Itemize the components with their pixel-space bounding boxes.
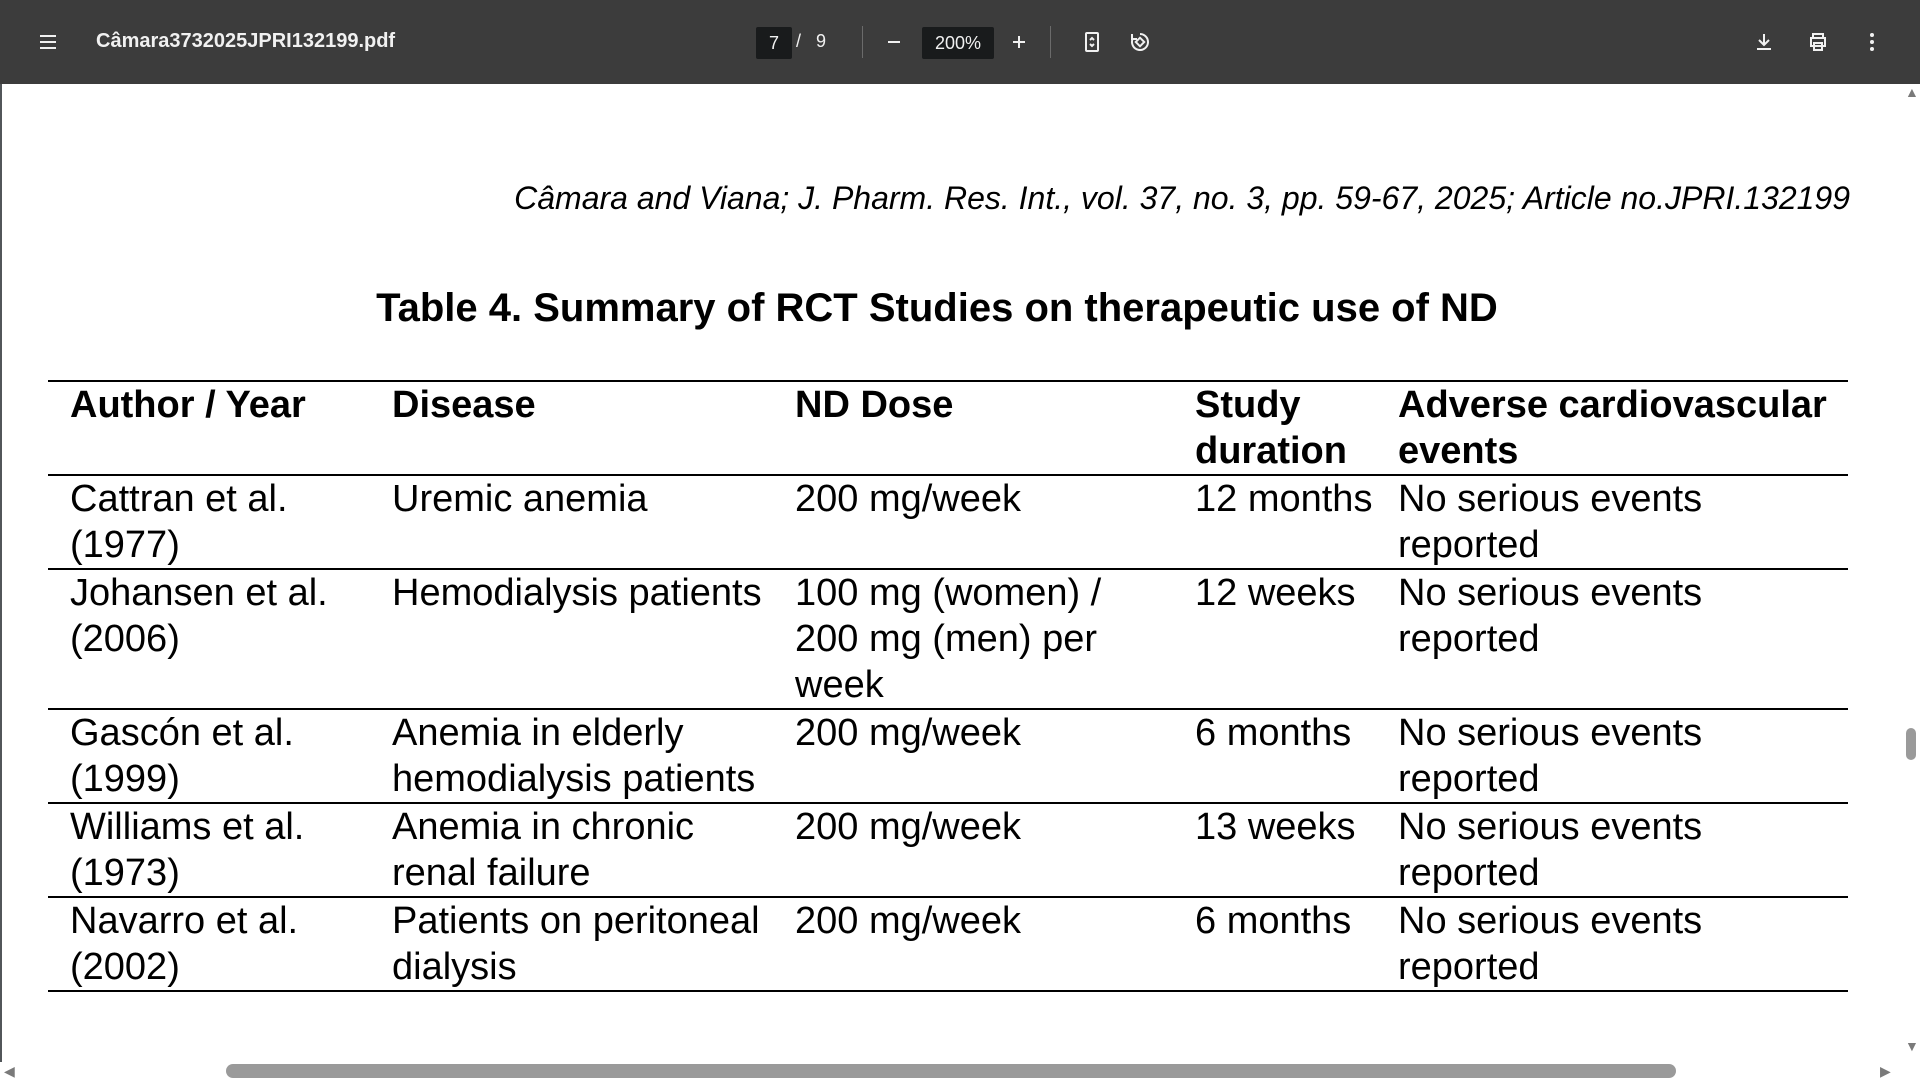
scroll-down-arrow-icon[interactable]: ▼	[1905, 1038, 1919, 1054]
horizontal-scroll-thumb[interactable]	[226, 1064, 1676, 1078]
hamburger-menu-icon[interactable]	[28, 22, 68, 62]
page-number-input[interactable]	[756, 27, 792, 59]
table-cell: No serious events reported	[1398, 478, 1703, 566]
print-button[interactable]	[1798, 22, 1838, 62]
table-cell: Hemodialysis patients	[392, 572, 762, 614]
table-row	[48, 897, 1848, 991]
scroll-left-arrow-icon[interactable]: ◀	[4, 1063, 15, 1079]
table-cell: 12 months	[1195, 478, 1373, 520]
table-cell: 6 months	[1195, 900, 1352, 942]
table-row	[48, 569, 1848, 709]
more-vert-icon	[1860, 30, 1884, 54]
header-nd-dose: ND Dose	[795, 384, 954, 426]
fit-page-button[interactable]	[1072, 22, 1112, 62]
page-total: 9	[816, 31, 827, 51]
document-title: Câmara3732025JPRI132199.pdf	[96, 30, 396, 52]
table-header-row	[48, 381, 1848, 475]
print-icon	[1806, 30, 1830, 54]
download-button[interactable]	[1744, 22, 1784, 62]
table-cell: 13 weeks	[1195, 806, 1356, 848]
zoom-input[interactable]	[922, 27, 994, 59]
table-cell: Anemia in chronic renal failure	[392, 806, 695, 894]
toolbar-divider	[1050, 26, 1051, 58]
pdf-viewer[interactable]	[0, 84, 1920, 1080]
table-cell: Cattran et al. (1977)	[70, 478, 288, 566]
data-table	[48, 380, 1848, 992]
download-icon	[1752, 30, 1776, 54]
citation-header: Câmara and Viana; J. Pharm. Res. Int., vol. 37, no. 3, pp. 59-67, 2025; Article no.JPRI.132199	[514, 180, 1850, 216]
fit-page-icon	[1080, 30, 1104, 54]
table-cell: Williams et al. (1973)	[70, 806, 305, 894]
header-study-duration: Study duration	[1195, 384, 1347, 472]
scroll-right-arrow-icon[interactable]: ▶	[1880, 1063, 1891, 1079]
table-cell: 200 mg/week	[795, 712, 1022, 754]
toolbar-divider	[862, 26, 863, 58]
plus-icon	[1007, 30, 1031, 54]
table-cell: 100 mg (women) / 200 mg (men) per week	[795, 572, 1102, 706]
table-cell: Navarro et al. (2002)	[70, 900, 299, 988]
header-author-year: Author / Year	[70, 384, 306, 426]
page-separator: /	[796, 31, 802, 51]
table-cell: 200 mg/week	[795, 478, 1022, 520]
vertical-scrollbar[interactable]	[1902, 84, 1920, 1064]
table-cell: Gascón et al. (1999)	[70, 712, 294, 800]
table-cell: 200 mg/week	[795, 900, 1022, 942]
table-cell: 12 weeks	[1195, 572, 1356, 614]
table-cell: No serious events reported	[1398, 712, 1703, 800]
table-caption: Table 4. Summary of RCT Studies on therapeutic use of ND	[376, 286, 1498, 330]
zoom-in-button[interactable]	[999, 22, 1039, 62]
table-row	[48, 475, 1848, 569]
header-adverse-events: Adverse cardiovascular events	[1398, 384, 1827, 472]
table-cell: Uremic anemia	[392, 478, 648, 520]
table-cell: 200 mg/week	[795, 806, 1022, 848]
header-disease: Disease	[392, 384, 536, 426]
table-cell: Johansen et al. (2006)	[70, 572, 328, 660]
table-cell: Anemia in elderly hemodialysis patients	[392, 712, 756, 800]
scroll-up-arrow-icon[interactable]: ▲	[1905, 84, 1919, 100]
table-cell: No serious events reported	[1398, 572, 1703, 660]
rotate-button[interactable]	[1120, 22, 1160, 62]
zoom-out-button[interactable]	[874, 22, 914, 62]
table-row	[48, 709, 1848, 803]
pdf-toolbar	[0, 0, 1920, 84]
pdf-page	[2, 84, 1902, 1080]
rotate-icon	[1128, 30, 1152, 54]
table-cell: 6 months	[1195, 712, 1352, 754]
table-cell: Patients on peritoneal dialysis	[392, 900, 760, 988]
table-cell: No serious events reported	[1398, 806, 1703, 894]
more-options-button[interactable]	[1852, 22, 1892, 62]
table-cell: No serious events reported	[1398, 900, 1703, 988]
minus-icon	[882, 30, 906, 54]
table-row	[48, 803, 1848, 897]
vertical-scroll-thumb[interactable]	[1906, 728, 1916, 760]
